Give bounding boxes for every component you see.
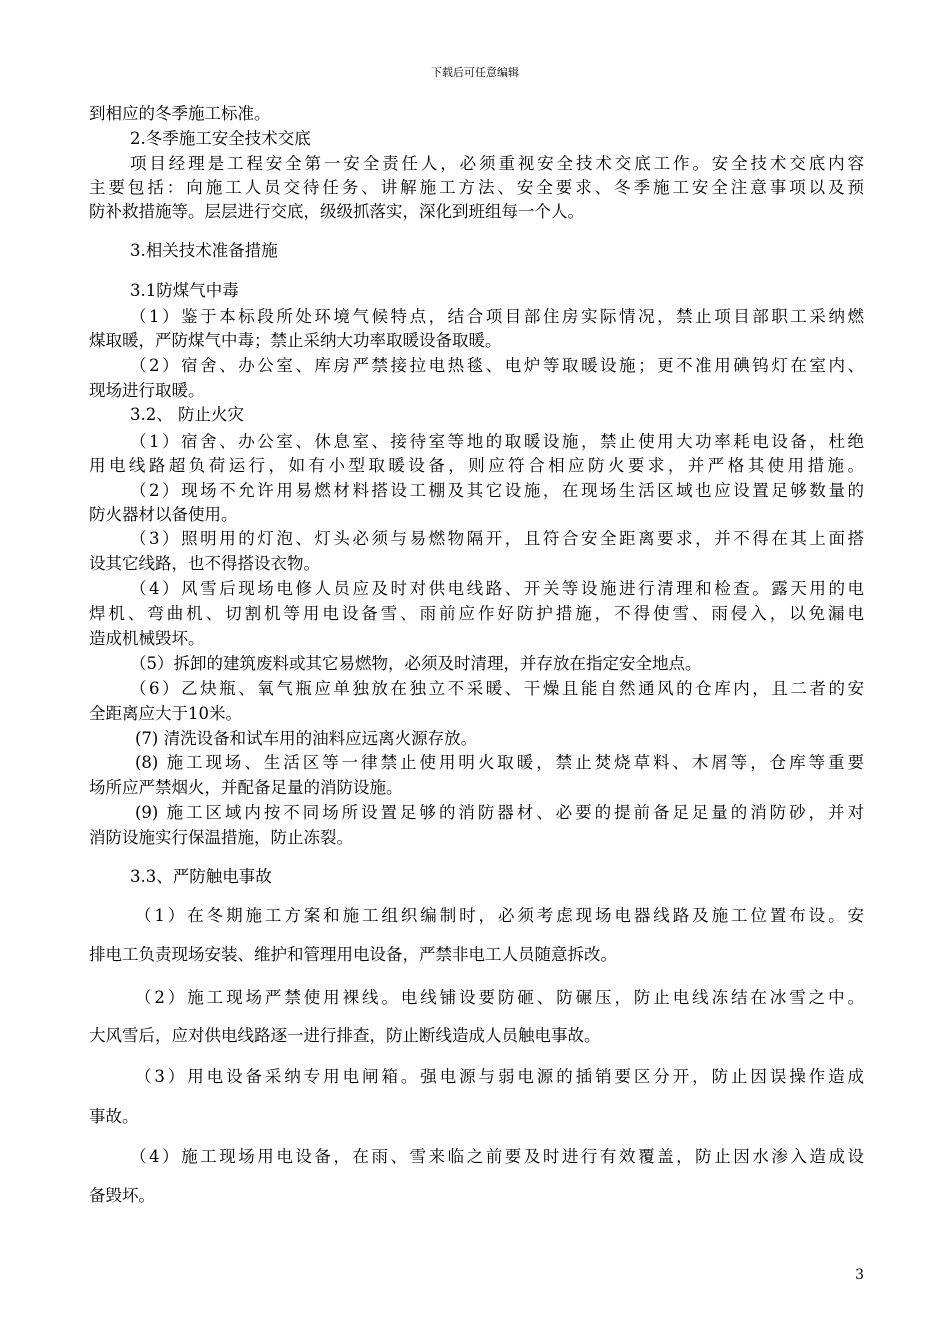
body-line: （4）风雪后现场电修人员应及时对供电线路、开关等设施进行清理和检查。露天用的电 (130, 579, 864, 598)
body-line: 造成机械毁坏。 (89, 629, 205, 648)
body-line: 焊机、弯曲机、切割机等用电设备雪、雨前应作好防护措施，不得使雪、雨侵入，以免漏电 (89, 604, 864, 623)
body-line: (9) 施工区域内按不同场所设置足够的消防器材、必要的提前备足足量的消防砂，并对 (135, 803, 864, 822)
body-line: （3）照明用的灯泡、灯头必须与易燃物隔开，且符合安全距离要求，并不得在其上面搭 (130, 529, 864, 548)
body-line: 防补救措施等。层层进行交底，级级抓落实，深化到班组每一个人。 (89, 202, 584, 221)
body-line: 大风雪后，应对供电线路逐一进行排查，防止断线造成人员触电事故。 (89, 1026, 601, 1045)
body-line: （1）在冬期施工方案和施工组织编制时，必须考虑现场电器线路及施工位置布设。安 (135, 906, 864, 925)
section-heading: 2.冬季施工安全技术交底 (130, 129, 311, 148)
body-line: 煤取暖，严防煤气中毒；禁止采纳大功率取暖设备取暖。 (89, 331, 502, 350)
section-heading: 3.相关技术准备措施 (130, 241, 278, 260)
body-line: （1）鉴于本标段所处环境气候特点，结合项目部住房实际情况，禁止项目部职工采纳燃 (130, 307, 864, 326)
body-line: 事故。 (89, 1107, 139, 1126)
body-line: 用电线路超负荷运行，如有小型取暖设备，则应符合相应防火要求，并严格其使用措施。 (89, 456, 864, 475)
subsection-heading: 3.3、严防触电事故 (130, 867, 272, 886)
body-line: （2）现场不允许用易燃材料搭设工棚及其它设施，在现场生活区域也应设置足够数量的 (130, 481, 864, 500)
body-line: (7) 清洗设备和试车用的油料应远离火源存放。 (135, 729, 478, 748)
body-line: 主要包括：向施工人员交待任务、讲解施工方法、安全要求、冬季施工安全注意事项以及预 (89, 178, 864, 197)
body-line: 全距离应大于10米。 (89, 704, 242, 723)
page-number: 3 (855, 1267, 864, 1283)
body-line: (8) 施工现场、生活区等一律禁止使用明火取暖，禁止焚烧草料、木屑等，仓库等重要 (135, 753, 864, 772)
subsection-heading: 3.2、 防止火灾 (130, 405, 244, 424)
body-line: （5）拆卸的建筑废料或其它易燃物，必须及时清理，并存放在指定安全地点。 (130, 654, 702, 673)
body-line: 备毁坏。 (89, 1186, 155, 1205)
body-line: 到相应的冬季施工标准。 (89, 104, 271, 123)
body-line: 设其它线路，也不得搭设衣物。 (89, 554, 320, 573)
body-line: （3）用电设备采纳专用电闸箱。强电源与弱电源的插销要区分开，防止因误操作造成 (135, 1067, 864, 1086)
body-line: （2）施工现场严禁使用裸线。电线铺设要防砸、防碾压，防止电线冻结在冰雪之中。 (135, 988, 864, 1007)
body-line: 防火器材以备使用。 (89, 505, 238, 524)
body-line: 现场进行取暖。 (89, 381, 205, 400)
body-line: （2）宿舍、办公室、库房严禁接拉电热毯、电炉等取暖设施；更不准用碘钨灯在室内、 (130, 356, 864, 375)
body-line: 项目经理是工程安全第一安全责任人，必须重视安全技术交底工作。安全技术交底内容 (130, 154, 864, 173)
body-line: （6）乙炔瓶、氧气瓶应单独放在独立不采暖、干燥且能自然通风的仓库内，且二者的安 (130, 679, 864, 698)
page-header: 下载后可任意编辑 (431, 66, 519, 79)
body-line: 场所应严禁烟火，并配备足量的消防设施。 (89, 778, 403, 797)
body-line: 排电工负责现场安装、维护和管理用电设备，严禁非电工人员随意拆改。 (89, 945, 617, 964)
body-line: （1）宿舍、办公室、休息室、接待室等地的取暖设施，禁止使用大功率耗电设备，杜绝 (130, 432, 864, 451)
body-line: （4）施工现场用电设备，在雨、雪来临之前要及时进行有效覆盖，防止因水渗入造成设 (130, 1147, 864, 1166)
body-line: 消防设施实行保温措施，防止冻裂。 (89, 828, 353, 847)
subsection-heading: 3.1防煤气中毒 (130, 281, 239, 300)
